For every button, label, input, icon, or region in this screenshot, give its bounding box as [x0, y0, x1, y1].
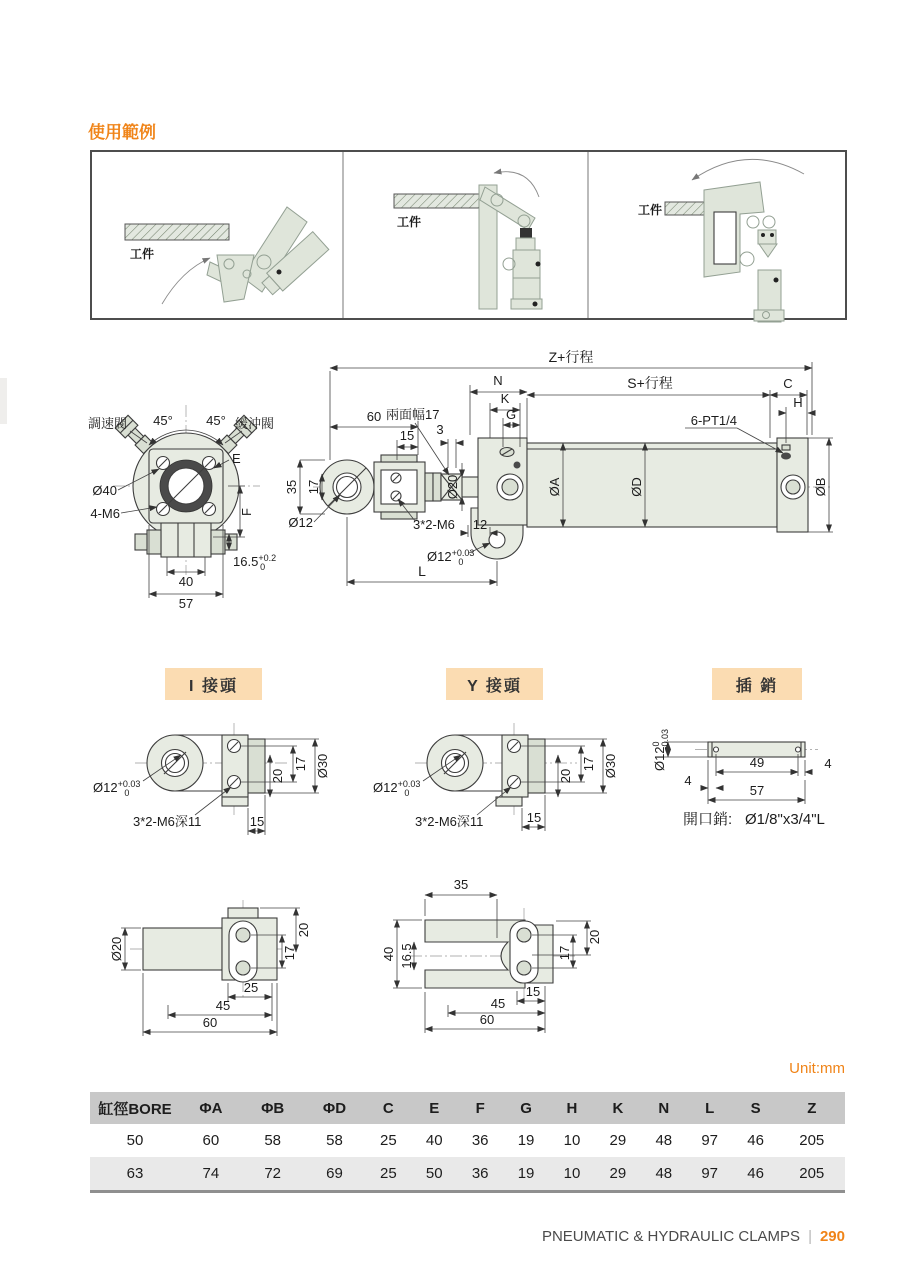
- i-joint-side-drawing: [85, 885, 345, 1050]
- dim-20: 20: [558, 768, 573, 784]
- example-panel-2: [394, 172, 542, 309]
- wrench-flats-label: 兩面幅17: [386, 407, 440, 422]
- knuckle-pin: [257, 255, 271, 269]
- jam-nut: [433, 473, 441, 501]
- dim-db: ØB: [813, 477, 828, 497]
- table-cell: 36: [471, 1132, 489, 1149]
- pin-dot: [770, 233, 774, 237]
- usage-examples-drawing: [92, 152, 845, 318]
- cap-port: [781, 453, 791, 460]
- table-cell: 29: [609, 1165, 627, 1182]
- dim-17: 17: [282, 945, 297, 961]
- dim-f: F: [239, 508, 254, 516]
- cap-plug: [782, 445, 790, 450]
- dim-d30: Ø30: [603, 753, 618, 779]
- dim-angle-right: 45°: [206, 413, 226, 428]
- rotation-arrow: [162, 258, 210, 304]
- table-cell: 36: [471, 1165, 489, 1182]
- dim-d12: $Ø12^0-0.03$: [651, 728, 670, 772]
- rotation-arrow: [494, 172, 539, 197]
- table-header-cell: 缸徑BORE: [90, 1092, 180, 1124]
- pin-dot: [536, 262, 541, 267]
- dim-60: 60: [479, 1012, 495, 1027]
- cotter-pin-spec: Ø1/8"x3/4"L: [745, 811, 825, 828]
- table-cell: 58: [326, 1132, 343, 1149]
- dim-45: 45: [215, 998, 231, 1013]
- dim-s-stroke: S+行程: [627, 375, 673, 391]
- table-cell: 10: [563, 1132, 581, 1149]
- dim-16-5: 16.5: [399, 943, 414, 969]
- pin-dot: [533, 302, 538, 307]
- y-joint-top-drawing: [365, 715, 640, 855]
- link-hole: [763, 216, 775, 228]
- dim-d20: Ø20: [109, 936, 124, 962]
- main-drawing: [85, 335, 865, 630]
- workpiece-label: 工件: [130, 247, 155, 261]
- dim-25: 25: [243, 980, 259, 995]
- pivot-bracket: [217, 255, 254, 302]
- flange-step: [222, 797, 248, 806]
- footer-separator: |: [808, 1228, 812, 1245]
- table-cell: 97: [701, 1132, 719, 1149]
- dim-60: 60: [202, 1015, 218, 1030]
- dim-17: 17: [581, 756, 596, 772]
- table-cell: 205: [799, 1165, 825, 1182]
- shank: [143, 928, 222, 970]
- dim-c: C: [783, 376, 793, 391]
- dim-e: E: [232, 451, 241, 466]
- speed-valve-label: 調速閥: [88, 416, 128, 431]
- dim-57: 57: [749, 783, 765, 798]
- table-cell: 25: [380, 1165, 397, 1182]
- table-cell: 205: [799, 1132, 825, 1149]
- dim-15: 15: [249, 814, 265, 829]
- dim-g: G: [505, 407, 517, 422]
- table-header-cell: ΦD: [304, 1092, 366, 1124]
- section-header-pin: [712, 668, 802, 700]
- table-header-cell: C: [365, 1092, 411, 1124]
- page-footer: [542, 1228, 845, 1245]
- unit-label: Unit:mm: [789, 1060, 845, 1077]
- table-header-cell: H: [549, 1092, 595, 1124]
- section-label: Y 接頭: [467, 677, 522, 695]
- table-cell: 50: [425, 1165, 443, 1182]
- end-cap: [248, 739, 265, 793]
- front-view: [88, 405, 276, 611]
- link-hole: [747, 216, 759, 228]
- table-cell: 46: [747, 1165, 764, 1182]
- table-cell: 50: [126, 1132, 144, 1149]
- workpiece-label: 工件: [638, 203, 663, 217]
- pin-dot: [774, 278, 779, 283]
- section-label: 插 銷: [735, 677, 779, 695]
- table-header-cell: ΦB: [242, 1092, 304, 1124]
- table-cell: 40: [425, 1132, 443, 1149]
- table-cell: 72: [264, 1165, 282, 1182]
- thread-hole: [517, 961, 531, 975]
- dim-h: H: [793, 395, 803, 410]
- table-row: [90, 1124, 845, 1157]
- spec-table: [90, 1092, 845, 1193]
- dim-40: 40: [381, 946, 396, 962]
- top-step: [228, 908, 258, 918]
- dim-17: 17: [293, 756, 308, 772]
- dim-l: L: [418, 563, 426, 579]
- example-panel-3: [638, 159, 804, 322]
- dim-45: 45: [490, 996, 506, 1011]
- trunnion-bracket: [161, 523, 211, 557]
- footer-page-number: 290: [819, 1228, 845, 1245]
- dim-d12: Ø12: [288, 515, 313, 530]
- dim-d20: Ø20: [445, 474, 460, 500]
- table-header-cell: E: [411, 1092, 457, 1124]
- table-header-cell: K: [595, 1092, 641, 1124]
- table-cell: 46: [747, 1132, 764, 1149]
- pin-drawing: [650, 710, 895, 850]
- dim-z-stroke: Z+行程: [548, 349, 594, 365]
- ear-hole: [489, 532, 505, 548]
- set-screw: [514, 462, 521, 469]
- pin-dot: [277, 270, 282, 275]
- rod-end: [516, 238, 535, 250]
- page-edge-tab: [0, 378, 7, 424]
- dim-20: 20: [296, 922, 311, 938]
- dim-k: K: [500, 391, 510, 406]
- table-cell: 63: [126, 1165, 144, 1182]
- i-joint-top-drawing: [85, 715, 345, 855]
- dim-49: 49: [749, 755, 765, 770]
- dim-d40: Ø40: [92, 483, 117, 498]
- dim-57: 57: [178, 596, 194, 611]
- dim-12: 12: [472, 517, 488, 532]
- cushion-valve-label: 緩沖閥: [235, 416, 275, 431]
- dim-d12: $Ø12^{+0.03}$ 0: [373, 779, 421, 798]
- dim-d12: $Ø12^{+0.03}$ 0: [93, 779, 141, 798]
- dim-dd: ØD: [629, 477, 644, 497]
- knuckle: [758, 230, 776, 244]
- usage-examples-box: [90, 150, 847, 320]
- dim-4-left: 4: [684, 773, 692, 788]
- page-title: 使用範例: [88, 123, 156, 142]
- flange-step: [496, 797, 522, 806]
- dim-20: 20: [270, 768, 285, 784]
- example-panel-1: [125, 207, 329, 304]
- dim-da: ØA: [547, 477, 562, 497]
- port-spec: 6-PT1/4: [690, 413, 737, 428]
- table-cell: 58: [264, 1132, 282, 1149]
- cotter-hole: [796, 747, 801, 752]
- dim-d30: Ø30: [315, 753, 330, 779]
- table-cell: 25: [380, 1132, 397, 1149]
- trunnion-pin: [225, 534, 237, 550]
- table-cell: 29: [609, 1132, 627, 1149]
- dim-angle-left: 45°: [153, 413, 173, 428]
- table-cell: 97: [701, 1165, 719, 1182]
- workpiece: [125, 224, 229, 240]
- thread-hole: [236, 961, 250, 975]
- table-cell: 10: [563, 1165, 581, 1182]
- knuckle: [520, 228, 532, 238]
- y-joint-fork-drawing: [380, 875, 640, 1050]
- dim-35: 35: [284, 479, 299, 495]
- table-cell: 74: [202, 1165, 220, 1182]
- table-header-cell: L: [687, 1092, 733, 1124]
- table-cell: 69: [326, 1165, 343, 1182]
- table-cell: 19: [517, 1165, 535, 1182]
- dim-16-5: $16.5^{+0.2}$ 0: [233, 553, 277, 572]
- pin-dot: [761, 233, 765, 237]
- trunnion-pin: [135, 534, 147, 550]
- dim-4m6: 4-M6: [90, 506, 120, 521]
- thread-hole: [517, 928, 531, 942]
- table-header-cell: F: [457, 1092, 503, 1124]
- cotter-pin-label: 開口銷:: [683, 811, 733, 828]
- table-cell: 48: [655, 1132, 673, 1149]
- dim-20: 20: [587, 929, 602, 945]
- table-header-cell: S: [733, 1092, 779, 1124]
- trunnion-boss: [740, 252, 754, 266]
- end-cap: [528, 739, 545, 793]
- dim-40: 40: [178, 574, 194, 589]
- rear-port: [786, 480, 800, 494]
- dim-15: 15: [525, 984, 541, 999]
- thread-hole: [236, 928, 250, 942]
- table-header-cell: N: [641, 1092, 687, 1124]
- dim-3: 3: [436, 422, 444, 437]
- table-cell: 60: [202, 1132, 220, 1149]
- thread-callout: 3*2-M6深11: [415, 814, 484, 829]
- dim-n: N: [493, 373, 503, 388]
- section-label: I 接頭: [189, 677, 238, 695]
- clamp-cutout: [714, 212, 736, 264]
- table-cell: 19: [517, 1132, 535, 1149]
- workpiece-label: 工件: [397, 215, 422, 229]
- dim-3x2m6: 3*2-M6: [413, 517, 455, 532]
- dim-4-right: 4: [824, 756, 832, 771]
- table-header-cell: ΦA: [180, 1092, 242, 1124]
- rotation-arrow: [692, 159, 804, 180]
- side-port: [502, 479, 518, 495]
- cotter-hole: [714, 747, 719, 752]
- jam-nut: [425, 473, 433, 501]
- table-header-cell: G: [503, 1092, 549, 1124]
- table-header-cell: Z: [779, 1092, 845, 1124]
- side-view: [284, 349, 833, 586]
- rod-taper: [759, 244, 777, 257]
- thread-callout: 3*2-M6深11: [133, 814, 202, 829]
- footer-title: PNEUMATIC & HYDRAULIC CLAMPS: [541, 1228, 801, 1245]
- dim-ear-d12: $Ø12^{+0.03}$ 0: [427, 548, 475, 567]
- dim-15: 15: [526, 810, 542, 825]
- section-header-i-joint: [165, 668, 262, 700]
- cylinder-tube: [527, 443, 777, 527]
- table-row: [90, 1157, 845, 1192]
- dim-17: 17: [557, 945, 572, 961]
- dim-17: 17: [306, 479, 321, 495]
- dim-60: 60: [366, 409, 382, 424]
- dim-35: 35: [453, 877, 469, 892]
- dim-15: 15: [399, 428, 415, 443]
- section-header-y-joint: [446, 668, 543, 700]
- table-cell: 48: [655, 1165, 673, 1182]
